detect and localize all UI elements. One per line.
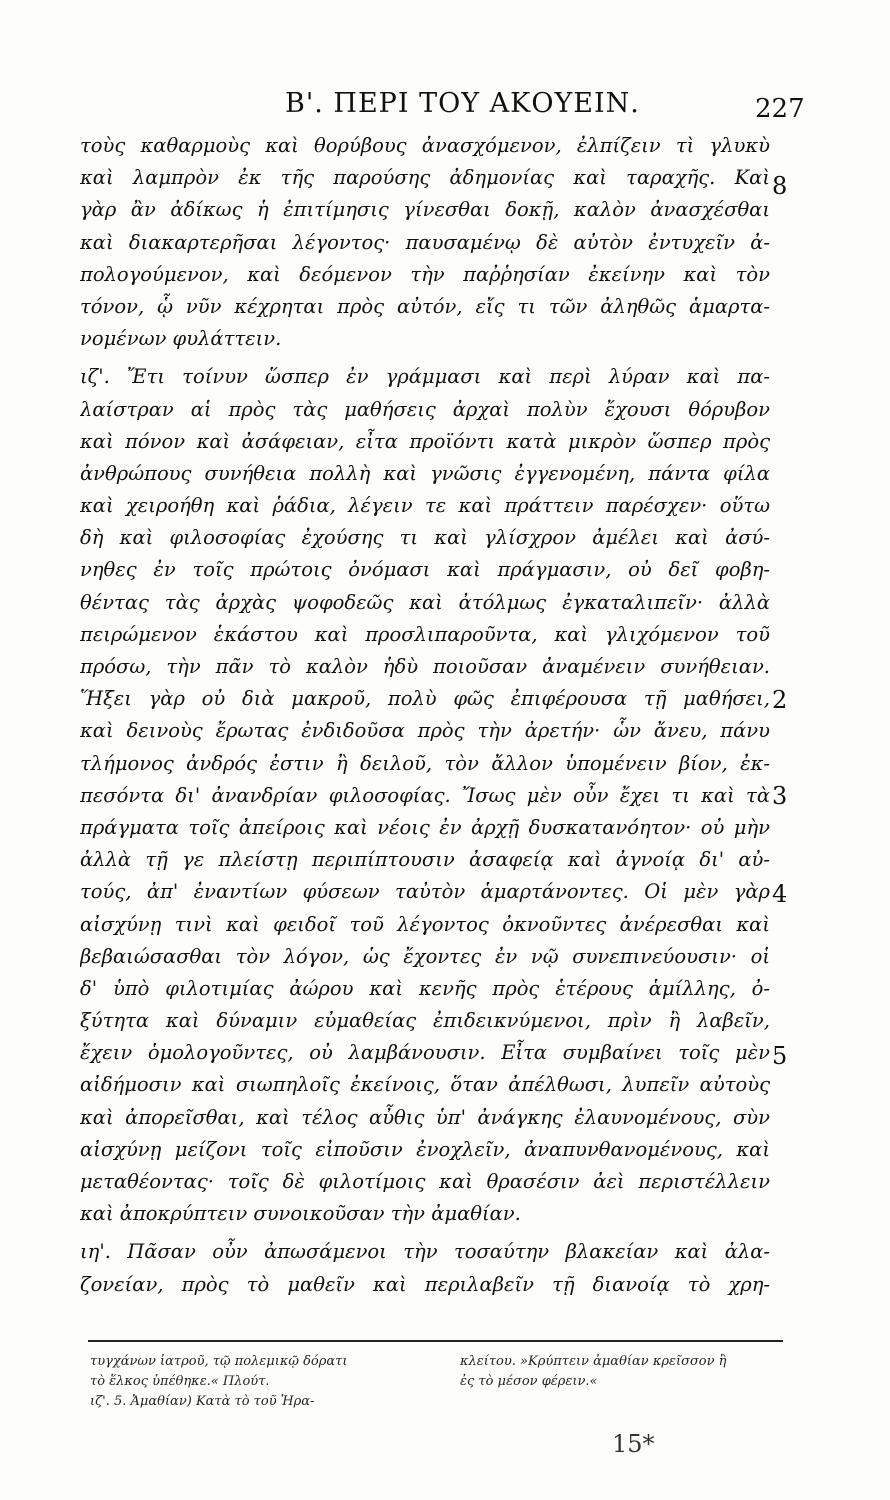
footnote-rule [88,1340,783,1342]
text-line: ἀλλὰ τῇ γε πλείστῃ περιπίπτουσιν ἀσαφείᾳ καὶ ἀγνοίᾳ δι' αὐ- [80,848,770,872]
page-number: 227 [755,94,805,124]
text-line: καὶ χειροήθη καὶ ῥάδια, λέγειν τε καὶ πράττειν παρέσχεν· οὕτω [80,494,770,518]
text-line: καὶ πόνον καὶ ἀσάφειαν, εἶτα προϊόντι κατὰ μικρὸν ὥσπερ πρὸς [80,429,770,453]
running-title: Β'. ΠΕΡΙ ΤΟΥ ΑΚΟΥΕΙΝ. [285,88,640,119]
margin-number: 5 [772,1042,788,1070]
text-line: καὶ ἀπορεῖσθαι, καὶ τέλος αὖθις ὑπ' ἀνάγκης ἐλαυνομένους, σὺν [80,1105,770,1129]
text-line: πεσόντα δι' ἀνανδρίαν φιλοσοφίας. Ἴσως μὲν οὖν ἔχει τι καὶ τὰ [80,783,770,807]
signature-mark: 15* [612,1430,655,1458]
text-line: πολογούμενον, καὶ δεόμενον τὴν παῤῥησίαν ἐκείνην καὶ τὸν [80,262,770,286]
text-line: νηθες ἐν τοῖς πρώτοις ὀνόμασι καὶ πράγμασιν, οὐ δεῖ φοβη- [80,558,770,582]
margin-number: 8 [772,172,788,200]
text-line: ιη'. Πᾶσαν οὖν ἀπωσάμενοι τὴν τοσαύτην βλακείαν καὶ ἀλα- [80,1240,770,1264]
text-line: Ἥξει γὰρ οὐ διὰ μακροῦ, πολὺ φῶς ἐπιφέρουσα τῇ μαθήσει, [80,687,770,711]
footnote-line: τυγχάνων ἰατροῦ, τῷ πολεμικῷ δόρατι [90,1354,348,1369]
footnote-column-right [460,1352,790,1392]
footnote-line: κλείτου. »Κρύπτειν ἀμαθίαν κρεῖσσον ἢ [460,1354,727,1369]
main-text [80,130,770,1301]
text-line: πράγματα τοῖς ἀπείροις καὶ νέοις ἐν ἀρχῇ δυσκατανόητον· οὐ μὴν [80,815,770,839]
text-line: ζονείαν, πρὸς τὸ μαθεῖν καὶ περιλαβεῖν τῇ διανοίᾳ τὸ χρη- [80,1272,770,1296]
text-line: ξύτητα καὶ δύναμιν εὐμαθείας ἐπιδεικνύμενοι, πρὶν ἢ λαβεῖν, [80,1009,770,1033]
margin-number: 4 [772,880,788,908]
text-line: τοὺς καθαρμοὺς καὶ θορύβους ἀνασχόμενον, ἐλπίζειν τὶ γλυκὺ [80,134,770,157]
text-line: νομένων φυλάττειν. [80,327,282,351]
text-line: βεβαιώσασθαι τὸν λόγον, ὡς ἔχοντες ἐν νῷ συνεπινεύουσιν· οἱ [80,944,770,968]
footnote-column-left [90,1352,450,1412]
running-head [0,88,890,128]
text-line: δ' ὑπὸ φιλοτιμίας ἀώρου καὶ κενῆς πρὸς ἑτέρους ἁμίλλης, ὀ- [80,976,770,1000]
footnote-line: ἐς τὸ μέσον φέρειν.« [460,1374,598,1389]
text-line: τλήμονος ἀνδρός ἐστιν ἢ δειλοῦ, τὸν ἄλλον ὑπομένειν βίον, ἐκ- [80,751,770,775]
text-line: γὰρ ἂν ἀδίκως ἡ ἐπιτίμησις γίνεσθαι δοκῇ, καλὸν ἀνασχέσθαι [80,198,770,222]
text-line: ιζ'. Ἔτι τοίνυν ὥσπερ ἐν γράμμασι καὶ περὶ λύραν καὶ πα- [80,365,770,389]
margin-number: 2 [772,686,788,714]
text-line: τόνον, ᾧ νῦν κέχρηται πρὸς αὐτόν, εἴς τι τῶν ἀληθῶς ἁμαρτα- [80,294,770,318]
text-line: αἰσχύνῃ τινὶ καὶ φειδοῖ τοῦ λέγοντος ὀκνοῦντες ἀνέρεσθαι καὶ [80,912,770,936]
footnote-line: ιζ'. 5. Ἀμαθίαν) Κατὰ τὸ τοῦ Ἡρα- [90,1394,315,1409]
margin-number: 3 [772,782,788,810]
text-line: καὶ ἀποκρύπτειν συνοικοῦσαν τὴν ἀμαθίαν. [80,1202,521,1226]
text-line: λαίστραν αἱ πρὸς τὰς μαθήσεις ἀρχαὶ πολὺν ἔχουσι θόρυβον [80,397,770,421]
text-line: καὶ δεινοὺς ἔρωτας ἐνδιδοῦσα πρὸς τὴν ἀρετήν· ὧν ἄνευ, πάνυ [80,719,770,743]
text-line: τούς, ἀπ' ἐναντίων φύσεων ταὐτὸν ἁμαρτάνοντες. Οἱ μὲν γὰρ [80,880,770,904]
text-line: ἀνθρώπους συνήθεια πολλὴ καὶ γνῶσις ἐγγενομένη, πάντα φίλα [80,461,770,485]
text-line: αἰδήμοσιν καὶ σιωπηλοῖς ἐκείνοις, ὅταν ἀπέλθωσι, λυπεῖν αὐτοὺς [80,1073,770,1097]
text-line: πειρώμενον ἑκάστου καὶ προσλιπαροῦντα, καὶ γλιχόμενον τοῦ [80,622,770,646]
text-line: ἔχειν ὁμολογοῦντες, οὐ λαμβάνουσιν. Εἶτα συμβαίνει τοῖς μὲν [80,1041,770,1065]
text-line: καὶ διακαρτερῆσαι λέγοντος· παυσαμένῳ δὲ αὐτὸν ἐντυχεῖν ἀ- [80,230,770,254]
text-line: πρόσω, τὴν πᾶν τὸ καλὸν ἡδὺ ποιοῦσαν ἀναμένειν συνήθειαν. [80,655,770,678]
text-line: θέντας τὰς ἀρχὰς ψοφοδεῶς καὶ ἀτόλμως ἐγκαταλιπεῖν· ἀλλὰ [80,590,770,614]
text-line: καὶ λαμπρὸν ἐκ τῆς παρούσης ἀδημονίας καὶ ταραχῆς. Καὶ [80,166,770,190]
text-line: δὴ καὶ φιλοσοφίας ἐχούσης τι καὶ γλίσχρον ἀμέλει καὶ ἀσύ- [80,526,770,550]
footnote-line: τὸ ἕλκος ὑπέθηκε.« Πλούτ. [90,1374,270,1389]
text-line: αἰσχύνῃ μείζονι τοῖς εἰποῦσιν ἐνοχλεῖν, ἀναπυνθανομένους, καὶ [80,1137,770,1161]
text-line: μεταθέοντας· τοῖς δὲ φιλοτίμοις καὶ θρασέσιν ἀεὶ περιστέλλειν [80,1170,770,1193]
